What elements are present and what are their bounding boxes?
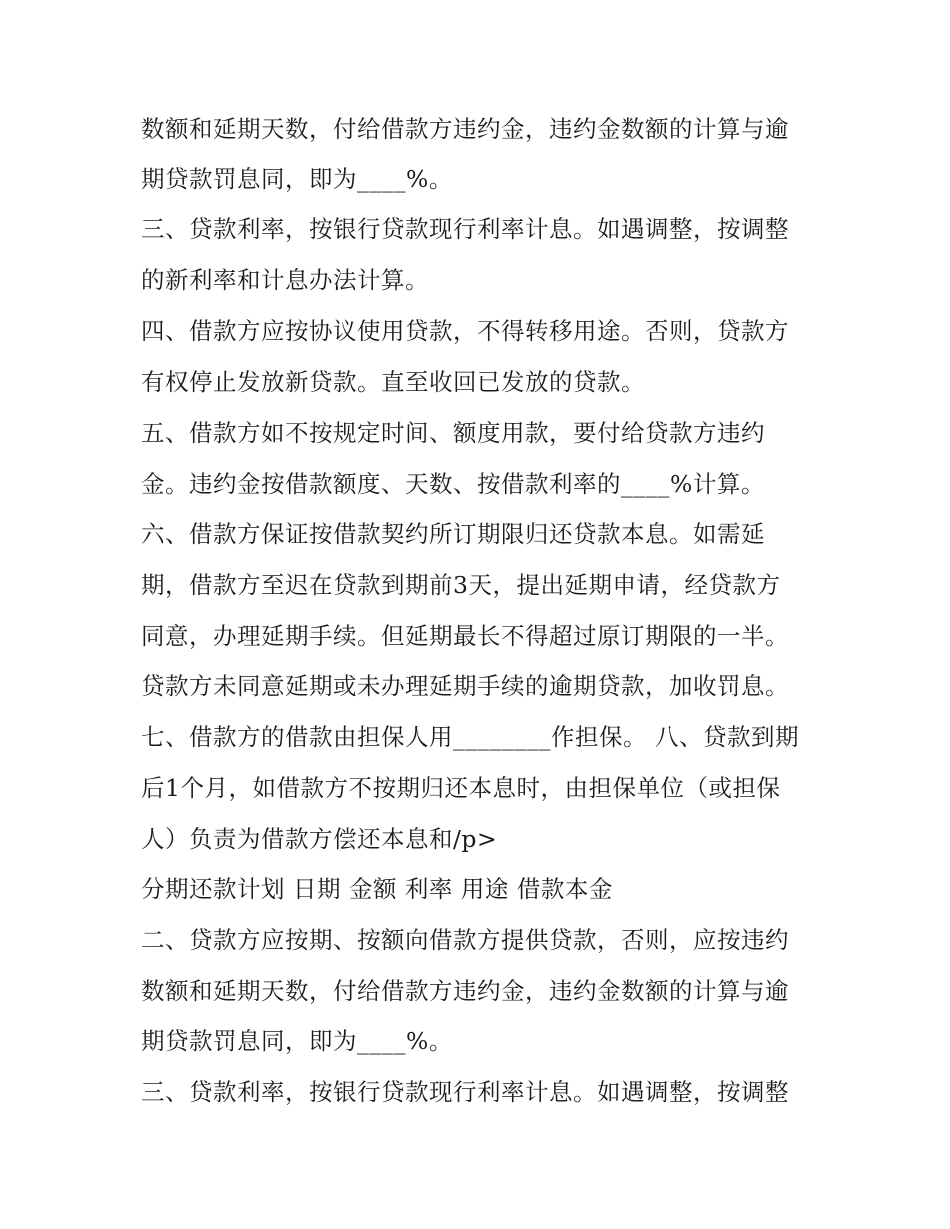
text-line: 三、贷款利率，按银行贷款现行利率计息。如遇调整，按调整 (141, 215, 789, 243)
text-line: 期贷款罚息同，即为____%。 (141, 1027, 453, 1055)
text-line: 期贷款罚息同，即为____%。 (141, 165, 453, 193)
text-line: 数额和延期天数，付给借款方违约金，违约金数额的计算与逾 (141, 115, 789, 143)
text-line: 数额和延期天数，付给借款方违约金，违约金数额的计算与逾 (141, 977, 789, 1005)
text-line: 五、借款方如不按规定时间、额度用款，要付给贷款方违约 (141, 419, 765, 447)
text-line: 期，借款方至迟在贷款到期前3天，提出延期申请，经贷款方 (141, 571, 781, 599)
text-line: 三、贷款利率，按银行贷款现行利率计息。如遇调整，按调整 (141, 1078, 789, 1106)
text-line: 人）负责为借款方偿还本息和/p> (141, 825, 498, 853)
text-line: 有权停止发放新贷款。直至收回已发放的贷款。 (141, 368, 645, 396)
text-line: 六、借款方保证按借款契约所订期限归还贷款本息。如需延 (141, 520, 765, 548)
text-line: 后1个月，如借款方不按期归还本息时，由担保单位（或担保 (141, 774, 781, 802)
text-line: 金。违约金按借款额度、天数、按借款利率的____%计算。 (141, 470, 765, 498)
text-line: 分期还款计划 日期 金额 利率 用途 借款本金 (141, 875, 613, 903)
text-line: 七、借款方的借款由担保人用________作担保。 八、贷款到期 (141, 723, 799, 751)
text-line: 贷款方未同意延期或未办理延期手续的逾期贷款，加收罚息。 (141, 672, 789, 700)
text-line: 的新利率和计息办法计算。 (141, 266, 429, 294)
text-line: 同意，办理延期手续。但延期最长不得超过原订期限的一半。 (141, 622, 789, 650)
text-line: 四、借款方应按协议使用贷款，不得转移用途。否则，贷款方 (141, 317, 789, 345)
text-line: 二、贷款方应按期、按额向借款方提供贷款，否则，应按违约 (141, 926, 789, 954)
